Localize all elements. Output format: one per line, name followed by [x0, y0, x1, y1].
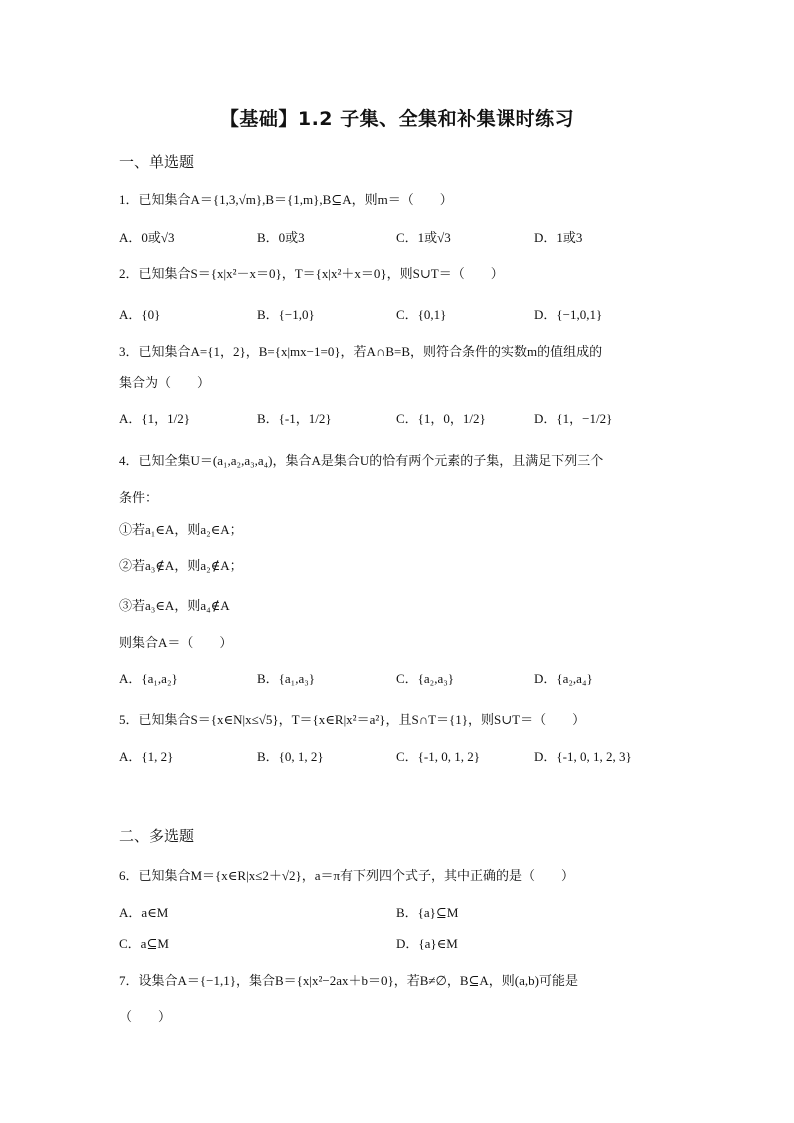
q4-option-b: B．{a₁,a₃} — [257, 671, 316, 686]
q6-option-d: D．{a}∈M — [396, 936, 458, 951]
section-heading-multiple-choice: 二、多选题 — [119, 827, 195, 845]
q5-option-b: B．{0, 1, 2} — [257, 749, 324, 764]
q6-option-b: B．{a}⊆M — [396, 905, 459, 920]
section-heading-single-choice: 一、单选题 — [119, 153, 195, 171]
q4-option-a: A．{a₁,a₂} — [119, 671, 178, 686]
q1-option-d: D．1或3 — [534, 230, 583, 245]
question-4-stem-line2: 条件： — [119, 490, 159, 505]
question-7-stem-line1: 7．设集合A＝{−1,1}，集合B＝{x|x²−2ax＋b＝0}，若B≠∅，B⊆A，则(a,b)可能是 — [119, 973, 578, 988]
question-4-stem-line1: 4．已知全集U＝(a₁,a₂,a₃,a₄)，集合A是集合U的恰有两个元素的子集，且满足下列三个 — [119, 453, 604, 468]
q1-option-a: A．0或√3 — [119, 230, 175, 245]
question-5-stem: 5．已知集合S＝{x∈N|x≤√5}，T＝{x∈R|x²＝a²}，且S∩T＝{1}，则S∪T＝（ ） — [119, 712, 586, 727]
q5-option-d: D．{-1, 0, 1, 2, 3} — [534, 749, 632, 764]
q4-option-d: D．{a₂,a₄} — [534, 671, 593, 686]
q5-option-c: C．{-1, 0, 1, 2} — [396, 749, 480, 764]
question-4-condition-2: ②若a₃∉A，则a₂∉A； — [119, 558, 243, 573]
question-3-stem-line1: 3．已知集合A={1，2}，B={x|mx−1=0}，若A∩B=B，则符合条件的实数m的值组成的 — [119, 344, 603, 359]
q6-option-a: A．a∈M — [119, 905, 169, 920]
question-4-ask: 则集合A＝（ ） — [119, 635, 233, 650]
q2-option-a: A．{0} — [119, 307, 161, 322]
q3-option-c: C．{1，0，1/2} — [396, 411, 486, 426]
q2-option-d: D．{−1,0,1} — [534, 307, 603, 322]
q1-option-c: C．1或√3 — [396, 230, 451, 245]
q4-option-c: C．{a₂,a₃} — [396, 671, 455, 686]
question-4-condition-1: ①若a₁∈A，则a₂∈A； — [119, 522, 243, 537]
q3-option-d: D．{1，−1/2} — [534, 411, 613, 426]
q6-option-c: C．a⊆M — [119, 936, 169, 951]
q2-option-b: B．{−1,0} — [257, 307, 315, 322]
q5-option-a: A．{1, 2} — [119, 749, 174, 764]
q2-option-c: C．{0,1} — [396, 307, 447, 322]
q1-option-b: B．0或3 — [257, 230, 305, 245]
q3-option-a: A．{1，1/2} — [119, 411, 190, 426]
question-2-stem: 2．已知集合S＝{x|x²－x＝0}，T＝{x|x²＋x＝0}，则S∪T＝（ ） — [119, 266, 504, 281]
question-7-stem-line2: （ ） — [119, 1009, 172, 1024]
question-4-condition-3: ③若a₃∈A，则a₄∉A — [119, 598, 230, 613]
page-title: 【基础】1.2 子集、全集和补集课时练习 — [219, 108, 575, 130]
question-6-stem: 6．已知集合M＝{x∈R|x≤2＋√2}，a＝π有下列四个式子，其中正确的是（ ） — [119, 868, 575, 883]
q3-option-b: B．{-1，1/2} — [257, 411, 332, 426]
question-3-stem-line2: 集合为（ ） — [119, 375, 211, 390]
question-1-stem: 1．已知集合A＝{1,3,√m},B＝{1,m},B⊆A，则m＝（ ） — [119, 192, 453, 207]
